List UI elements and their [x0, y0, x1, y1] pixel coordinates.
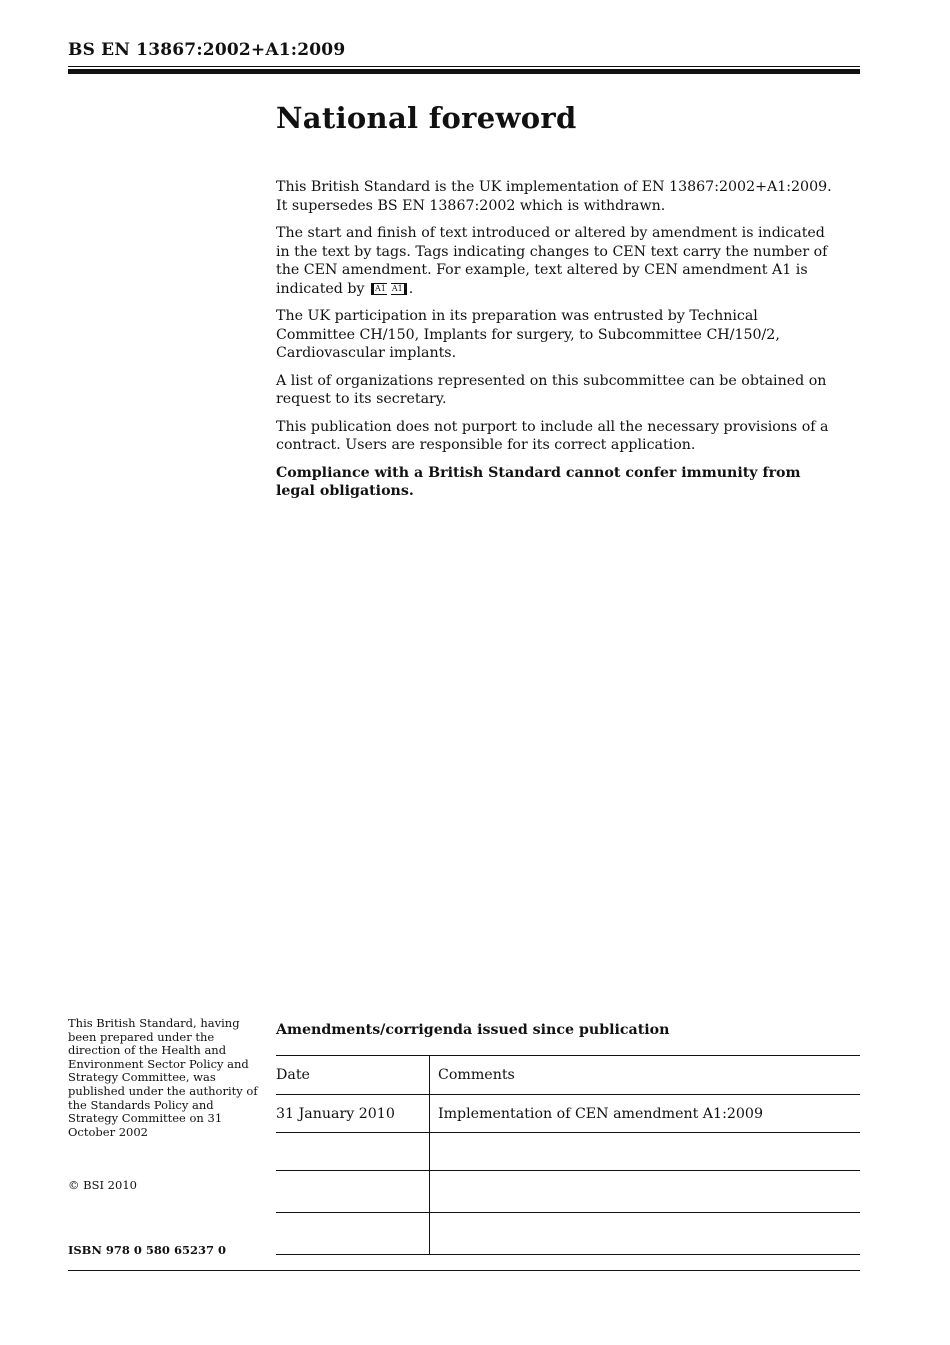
- header-rule-thin: [68, 66, 860, 67]
- column-header-comments: Comments: [430, 1056, 861, 1095]
- isbn: ISBN 978 0 580 65237 0: [68, 1243, 226, 1257]
- table-cell-comment: [430, 1213, 861, 1255]
- foreword-body: [276, 178, 836, 510]
- footer-rule: [68, 1270, 860, 1271]
- paragraph-5: This publication does not purport to include all the necessary provisions of a contract. Users are responsible for its correct application.: [276, 418, 829, 453]
- table-cell-comment: [430, 1171, 861, 1213]
- paragraph-1: This British Standard is the UK implementation of EN 13867:2002+A1:2009. It supersedes BS EN 13867:2002 which is withdrawn.: [276, 179, 832, 214]
- table-row: [276, 1213, 860, 1255]
- table-row: [276, 1171, 860, 1213]
- table-header-row: [276, 1056, 860, 1095]
- copyright: © BSI 2010: [68, 1178, 137, 1192]
- document-header: BS EN 13867:2002+A1:2009: [68, 40, 346, 60]
- amendment-start-tag-icon: A1: [371, 283, 387, 295]
- table-row: [276, 1095, 860, 1133]
- amendment-end-tag-icon: A1: [391, 283, 407, 295]
- paragraph-3: The UK participation in its preparation was entrusted by Technical Committee CH/150, Implants for surgery, to Subcommittee CH/150/2, Cardiovascular implants.: [276, 308, 780, 361]
- column-header-date: Date: [276, 1056, 430, 1095]
- amendments-title: Amendments/corrigenda issued since publication: [276, 1022, 670, 1038]
- table-cell-comment: Implementation of CEN amendment A1:2009: [430, 1095, 861, 1133]
- compliance-statement: Compliance with a British Standard cannot confer immunity from legal obligations.: [276, 464, 801, 499]
- table-row: [276, 1133, 860, 1171]
- table-cell-date: [276, 1133, 430, 1171]
- header-rule-thick: [68, 69, 860, 74]
- paragraph-2-end: .: [408, 280, 414, 297]
- page-title: National foreword: [276, 101, 577, 135]
- amendments-table: [276, 1055, 860, 1255]
- table-cell-date: [276, 1213, 430, 1255]
- table-cell-date: [276, 1171, 430, 1213]
- publication-note: This British Standard, having been prepared under the direction of the Health and Environment Sector Policy and Strategy Committee, was published under the authority of the Standards Policy and Strategy Committee on 31 October 2002: [68, 1016, 258, 1139]
- paragraph-2-text: The start and finish of text introduced or altered by amendment is indicated in the text by tags. Tags indicating changes to CEN text carry the number of the CEN amendment. For example, text altered by CEN amendment A1 is indicated by: [276, 225, 828, 297]
- table-cell-date: 31 January 2010: [276, 1095, 430, 1133]
- paragraph-4: A list of organizations represented on this subcommittee can be obtained on request to its secretary.: [276, 372, 827, 407]
- paragraph-2: [276, 224, 836, 298]
- table-cell-comment: [430, 1133, 861, 1171]
